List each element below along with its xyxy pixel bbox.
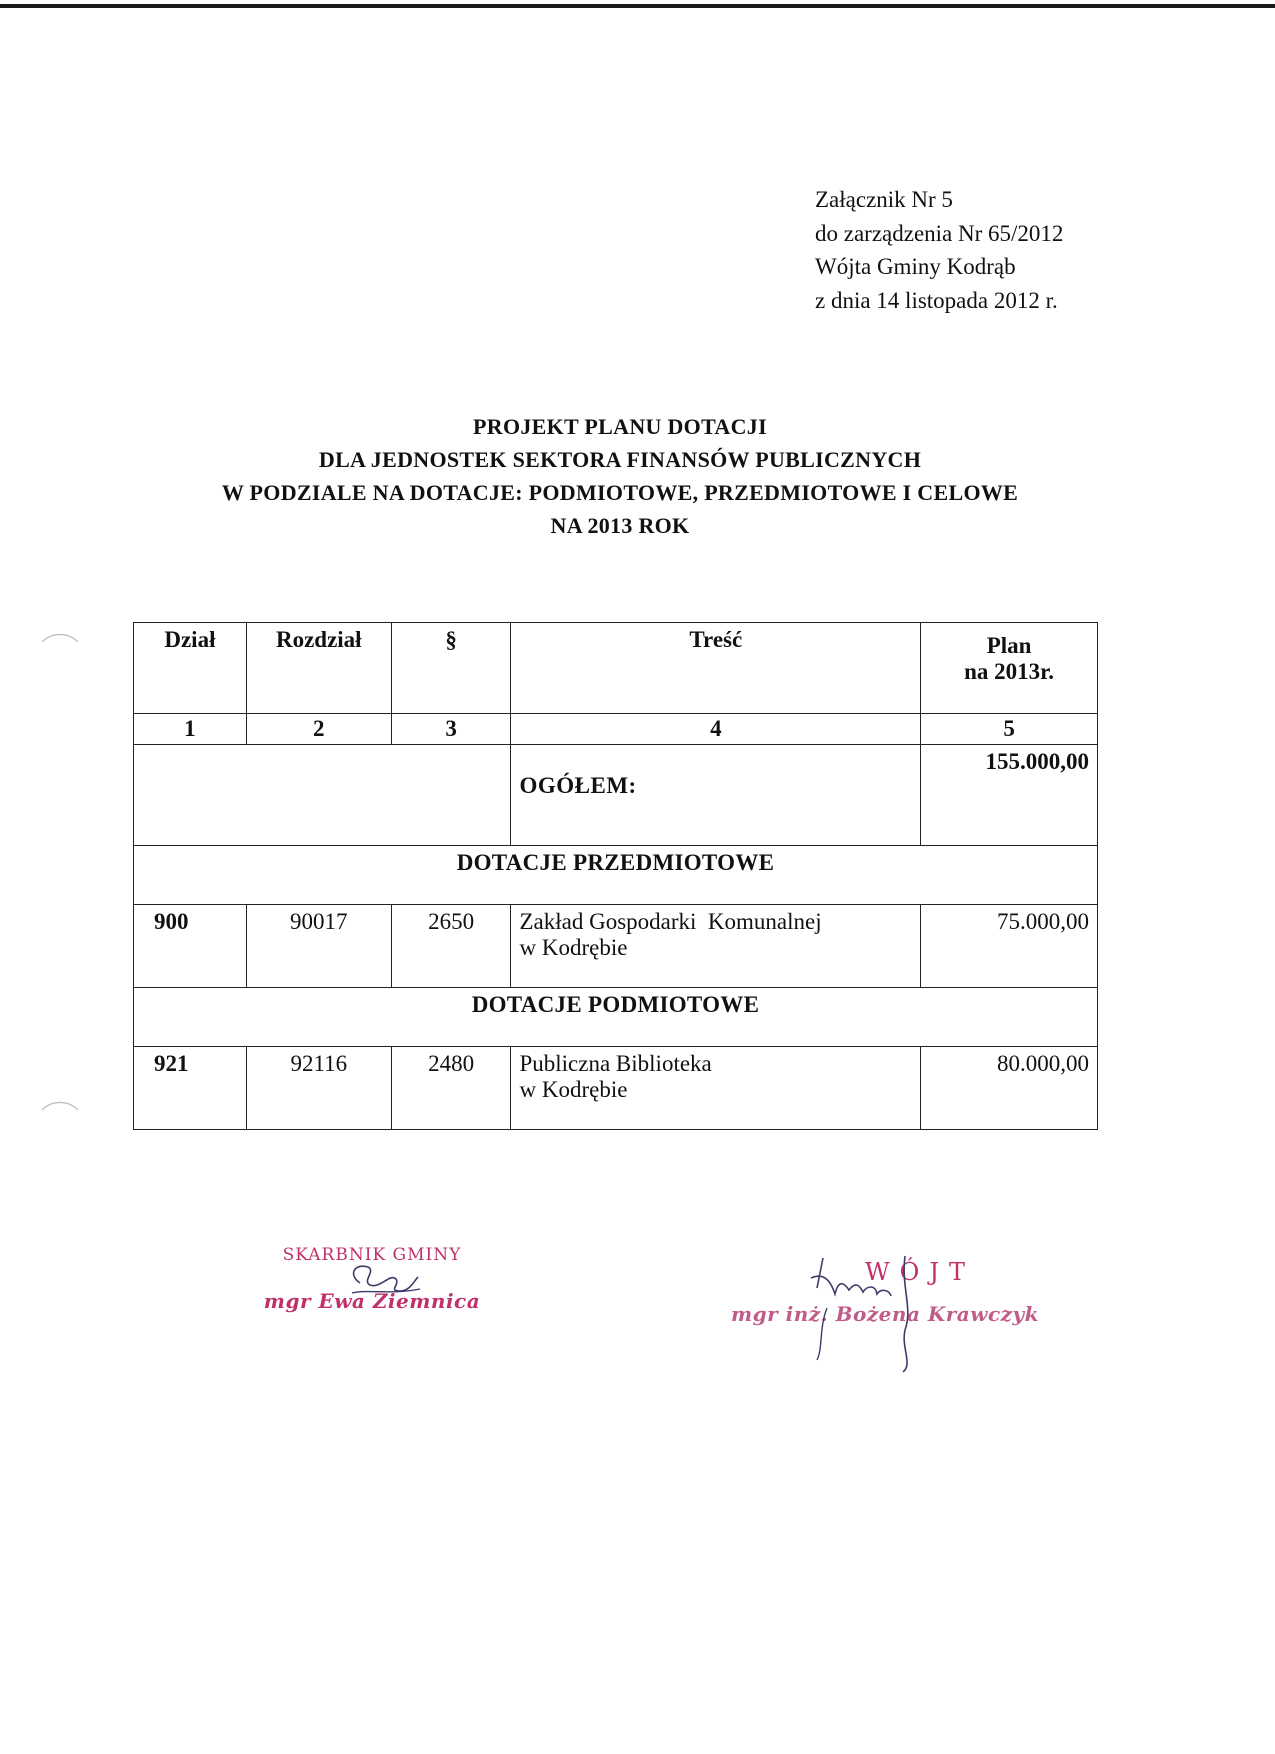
document-title [120,410,1120,542]
annex-authority: Wójta Gminy Kodrąb [815,254,1016,279]
section-title: DOTACJE PRZEDMIOTOWE [134,846,1098,905]
table-row [134,1047,1098,1130]
section-row [134,988,1098,1047]
top-scan-edge [0,4,1275,8]
binder-hole-mark [40,1098,80,1112]
row-tresc-line1: Zakład Gospodarki Komunalnej [519,909,822,934]
treasurer-signature [340,1255,430,1305]
title-line-4: NA 2013 ROK [550,513,690,538]
annex-date: z dnia 14 listopada 2012 r. [815,287,1058,313]
binder-hole-mark [40,630,80,644]
mayor-title: WÓJT [865,1258,975,1286]
section-row [134,846,1098,905]
header-plan-line2: na 2013r. [964,659,1055,684]
total-value: 155.000,00 [921,745,1098,846]
header-dzial: Dział [134,623,247,714]
header-paragraf: § [391,623,511,714]
total-empty-cell [134,745,511,846]
header-row [134,623,1098,714]
title-line-1: PROJEKT PLANU DOTACJI [473,414,767,439]
row-tresc-line2: w Kodrębie [519,935,628,960]
annex-header [815,183,1063,317]
row-tresc [511,905,921,988]
col-number-4: 4 [511,714,921,745]
treasurer-title: SKARBNIK GMINY [282,1245,462,1265]
column-number-row [134,714,1098,745]
total-label-cell [511,745,921,846]
row-rozdzial: 92116 [246,1047,391,1130]
col-number-2: 2 [246,714,391,745]
title-line-3: W PODZIALE NA DOTACJE: PODMIOTOWE, PRZEDMIOTOWE I CELOWE [221,480,1019,505]
total-label: OGÓŁEM: [519,773,637,798]
title-line-2: DLA JEDNOSTEK SEKTORA FINANSÓW PUBLICZNYCH [318,447,922,472]
mayor-name: mgr inż. Bożena Krawczyk [731,1302,1039,1326]
col-number-3: 3 [391,714,511,745]
header-plan [921,623,1098,714]
row-plan: 80.000,00 [921,1047,1098,1130]
header-tresc: Treść [511,623,921,714]
row-dzial: 900 [134,905,247,988]
row-tresc [511,1047,921,1130]
annex-ordinance: do zarządzenia Nr 65/2012 [815,220,1064,246]
row-paragraf: 2650 [391,905,511,988]
section-title: DOTACJE PODMIOTOWE [134,988,1098,1047]
mayor-signature [805,1248,955,1378]
annex-number: Załącznik Nr 5 [815,187,953,212]
row-tresc-line1: Publiczna Biblioteka [519,1051,712,1076]
header-rozdzial: Rozdział [246,623,391,714]
row-paragraf: 2480 [391,1047,511,1130]
row-plan: 75.000,00 [921,905,1098,988]
table-row [134,905,1098,988]
row-rozdzial: 90017 [246,905,391,988]
header-plan-line1: Plan [986,633,1032,658]
col-number-5: 5 [921,714,1098,745]
treasurer-name: mgr Ewa Ziemnica [263,1289,481,1313]
total-row [134,745,1098,846]
subsidy-plan-table [133,622,1098,1130]
row-dzial: 921 [134,1047,247,1130]
row-tresc-line2: w Kodrębie [519,1077,628,1102]
col-number-1: 1 [134,714,247,745]
